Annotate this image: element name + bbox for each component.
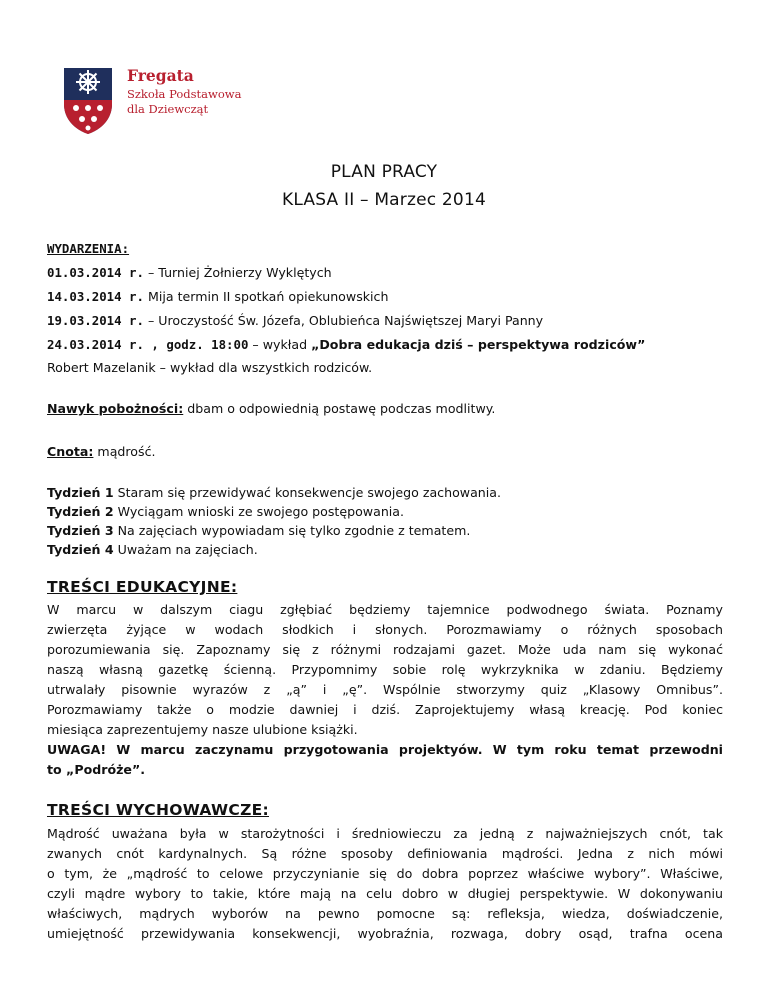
event-date: 01.03.2014 r. (47, 265, 144, 280)
shield-emblem-icon (60, 64, 116, 136)
paragraph-line: o tym, że „mądrość to celowe przyczynianie się do dobra poprzez właściwe wybory”. Właściwe, (47, 866, 723, 881)
week-label: Tydzień 4 (47, 542, 114, 557)
school-name: Fregata (127, 66, 194, 85)
week-label: Tydzień 2 (47, 504, 114, 519)
upbringing-heading: TREŚCI WYCHOWAWCZE: (47, 801, 269, 819)
paragraph-line: umiejętność przewidywania konsekwencji, wyobraźnia, rozwaga, dobry osąd, trafna ocena (47, 926, 723, 941)
education-heading: TREŚCI EDUKACYJNE: (47, 578, 238, 596)
paragraph-line: W marcu w dalszym ciagu zgłębiać będziemy tajemnice podwodnego świata. Poznamy (47, 602, 723, 617)
week-text: Wyciągam wnioski ze swojego postępowania. (113, 504, 405, 519)
page-subtitle: KLASA II – Marzec 2014 (282, 190, 486, 210)
event-item (47, 288, 388, 306)
event-date: 19.03.2014 r. (47, 313, 144, 328)
event-text: – Uroczystość Św. Józefa, Oblubieńca Najświętszej Maryi Panny (143, 313, 544, 328)
habit-text: dbam o odpowiednią postawę podczas modlitwy. (183, 401, 496, 416)
school-subtitle-line1: Szkoła Podstawowa (127, 87, 242, 101)
paragraph-line: utrwalały pisownie wyrazów z „ą” i „ę”. Wspólnie stworzymy quiz „Klasowy Omnibus”. (47, 682, 723, 697)
habit-line (47, 400, 495, 418)
week-item (47, 541, 258, 559)
week-item (47, 503, 404, 521)
event-item (47, 312, 543, 330)
week-text: Na zajęciach wypowiadam się tylko zgodnie z tematem. (113, 523, 471, 538)
habit-label: Nawyk pobożności: (47, 401, 184, 416)
paragraph-line: zwierzęta żyjące w wodach słodkich i słonych. Porozmawiamy o różnych sposobach (47, 622, 723, 637)
paragraph-line: czyli mądre wybory to takie, które mają na celu dobro w długiej perspektywie. W dokonywaniu (47, 886, 723, 901)
events-heading: WYDARZENIA: (47, 241, 130, 256)
event-text: – wykład (248, 337, 312, 352)
paragraph-line: naszą własną gazetkę ścienną. Przypomnimy sobie rolę wykrzyknika w zdaniu. Będziemy (47, 662, 723, 677)
paragraph-line: Porozmawiamy także o modzie dawniej i dziś. Zaprojektujemy własą kreację. Pod koniec (47, 702, 723, 717)
event-item (47, 336, 645, 354)
virtue-text: mądrość. (93, 444, 156, 459)
paragraph-line: Mądrość uważana była w starożytności i średniowieczu za jedną z najważniejszych cnót, tak (47, 826, 723, 841)
education-paragraph (47, 600, 723, 780)
paragraph-line: zwanych cnót kardynalnych. Są różne sposoby definiowania mądrości. Jedna z nich mówi (47, 846, 723, 861)
week-text: Uważam na zajęciach. (113, 542, 258, 557)
week-item (47, 484, 501, 502)
event-item (47, 264, 332, 282)
week-label: Tydzień 3 (47, 523, 114, 538)
event-date: 24.03.2014 r. , godz. 18:00 (47, 337, 249, 352)
week-text: Staram się przewidywać konsekwencje swojego zachowania. (113, 485, 501, 500)
event-text: Mija termin II spotkań opiekunowskich (143, 289, 389, 304)
event-date: 14.03.2014 r. (47, 289, 144, 304)
virtue-line (47, 443, 156, 461)
event-text: – Turniej Żołnierzy Wyklętych (143, 265, 332, 280)
event-note: Robert Mazelanik – wykład dla wszystkich rodziców. (47, 360, 373, 375)
paragraph-notice-line: UWAGA! W marcu zaczynamu przygotowania projektyów. W tym roku temat przewodni (47, 742, 723, 757)
paragraph-line: porozumiewania się. Zapoznamy się z różnymi rodzajami gazet. Może uda nam się wykonać (47, 642, 723, 657)
school-subtitle-line2: dla Dziewcząt (127, 102, 209, 116)
event-lecture-title: „Dobra edukacja dziś – perspektywa rodziców” (311, 337, 646, 352)
virtue-label: Cnota: (47, 444, 94, 459)
paragraph-line: właściwych, mądrych wyborów na pewno pomocne są: refleksja, wiedza, doświadczenie, (47, 906, 723, 921)
school-logo (60, 64, 320, 144)
week-label: Tydzień 1 (47, 485, 114, 500)
week-item (47, 522, 470, 540)
page-title: PLAN PRACY (330, 162, 438, 182)
upbringing-paragraph (47, 824, 723, 944)
paragraph-line: miesiąca zaprezentujemy nasze ulubione książki. (47, 722, 358, 737)
paragraph-notice-line: to „Podróże”. (47, 762, 146, 777)
